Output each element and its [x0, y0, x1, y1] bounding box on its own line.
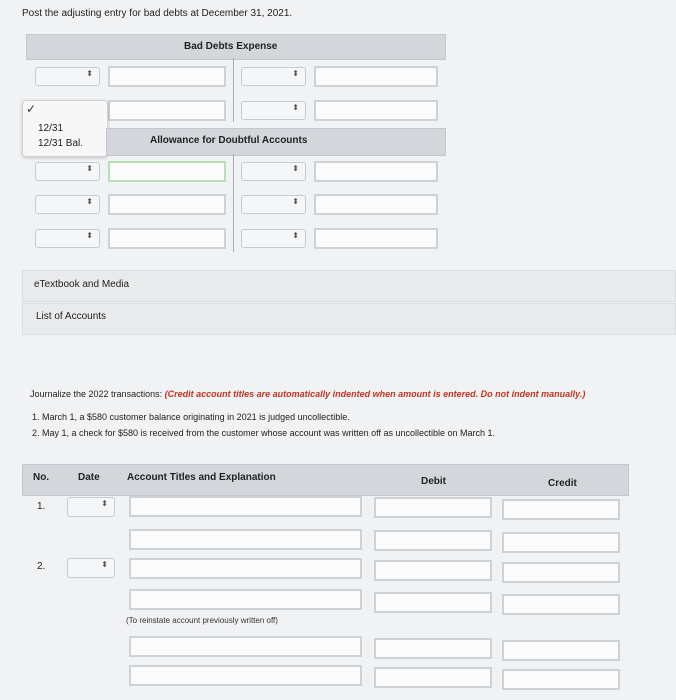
amount-input[interactable]	[108, 228, 226, 249]
column-header-no: No.	[33, 472, 50, 483]
debit-input[interactable]	[374, 560, 492, 581]
date-select[interactable]	[241, 67, 306, 86]
column-header-date: Date	[78, 472, 100, 483]
instruction-post-adjusting: Post the adjusting entry for bad debts at December 31, 2021.	[22, 8, 293, 19]
select-arrow-icon: ⬍	[101, 499, 108, 508]
check-icon: ✓	[26, 102, 37, 116]
journal-note: (Credit account titles are automatically indented when amount is entered. Do not indent manually.)	[164, 389, 586, 399]
debit-input[interactable]	[374, 667, 492, 688]
etextbook-link[interactable]: eTextbook and Media	[34, 279, 130, 290]
select-arrow-icon: ⬍	[86, 164, 93, 173]
dropdown-option-1231-bal[interactable]: 12/31 Bal.	[38, 138, 84, 149]
amount-input[interactable]	[108, 100, 226, 121]
select-arrow-icon: ⬍	[292, 103, 299, 112]
date-select[interactable]	[35, 67, 100, 86]
account-title-input[interactable]	[129, 665, 362, 686]
date-select[interactable]	[241, 101, 306, 120]
transaction-item-2: 2. May 1, a check for $580 is received from the customer whose account was written off as uncollectible on March 1.	[32, 428, 496, 438]
list-of-accounts-link[interactable]: List of Accounts	[36, 311, 107, 322]
date-select[interactable]	[241, 229, 306, 248]
transaction-item-1: 1. March 1, a $580 customer balance originating in 2021 is judged uncollectible.	[32, 412, 350, 422]
t-account-divider	[233, 58, 234, 122]
select-arrow-icon: ⬍	[86, 197, 93, 206]
amount-input[interactable]	[108, 161, 226, 182]
credit-input[interactable]	[502, 669, 620, 690]
debit-input[interactable]	[374, 530, 492, 551]
account-title-input[interactable]	[129, 496, 362, 517]
date-select[interactable]	[241, 162, 306, 181]
account-title-input[interactable]	[129, 636, 362, 657]
debit-input[interactable]	[374, 638, 492, 659]
column-header-debit: Debit	[421, 476, 446, 487]
row-number: 1.	[37, 501, 46, 512]
select-arrow-icon: ⬍	[101, 560, 108, 569]
select-arrow-icon: ⬍	[292, 164, 299, 173]
amount-input[interactable]	[314, 228, 438, 249]
credit-input[interactable]	[502, 640, 620, 661]
column-header-credit: Credit	[548, 478, 577, 489]
amount-input[interactable]	[314, 161, 438, 182]
account-title-input[interactable]	[129, 529, 362, 550]
t-account-divider	[233, 154, 234, 252]
journal-prompt: Journalize the 2022 transactions:	[30, 389, 163, 399]
column-header-account: Account Titles and Explanation	[127, 472, 276, 483]
credit-input[interactable]	[502, 562, 620, 583]
select-arrow-icon: ⬍	[292, 197, 299, 206]
select-arrow-icon: ⬍	[292, 231, 299, 240]
select-arrow-icon: ⬍	[86, 231, 93, 240]
amount-input[interactable]	[314, 194, 438, 215]
date-select[interactable]	[241, 195, 306, 214]
date-select[interactable]	[35, 162, 100, 181]
amount-input[interactable]	[314, 66, 438, 87]
row-number: 2.	[37, 561, 46, 572]
journal-table-header	[22, 464, 629, 496]
account-title-input[interactable]	[129, 558, 362, 579]
date-select[interactable]	[35, 229, 100, 248]
debit-input[interactable]	[374, 497, 492, 518]
amount-input[interactable]	[108, 66, 226, 87]
list-accounts-panel	[22, 303, 676, 335]
date-select[interactable]	[67, 497, 115, 517]
amount-input[interactable]	[314, 100, 438, 121]
reinstate-explanation: (To reinstate account previously written off)	[126, 616, 278, 625]
debit-input[interactable]	[374, 592, 492, 613]
date-select[interactable]	[67, 558, 115, 578]
credit-input[interactable]	[502, 532, 620, 553]
account-title-input[interactable]	[129, 589, 362, 610]
select-arrow-icon: ⬍	[292, 69, 299, 78]
credit-input[interactable]	[502, 499, 620, 520]
date-select[interactable]	[35, 195, 100, 214]
select-arrow-icon: ⬍	[86, 69, 93, 78]
t-account-title-allowance: Allowance for Doubtful Accounts	[150, 135, 308, 146]
credit-input[interactable]	[502, 594, 620, 615]
dropdown-option-1231[interactable]: 12/31	[38, 123, 64, 134]
amount-input[interactable]	[108, 194, 226, 215]
t-account-title-bad-debts: Bad Debts Expense	[184, 41, 278, 52]
journal-instructions	[30, 389, 670, 399]
